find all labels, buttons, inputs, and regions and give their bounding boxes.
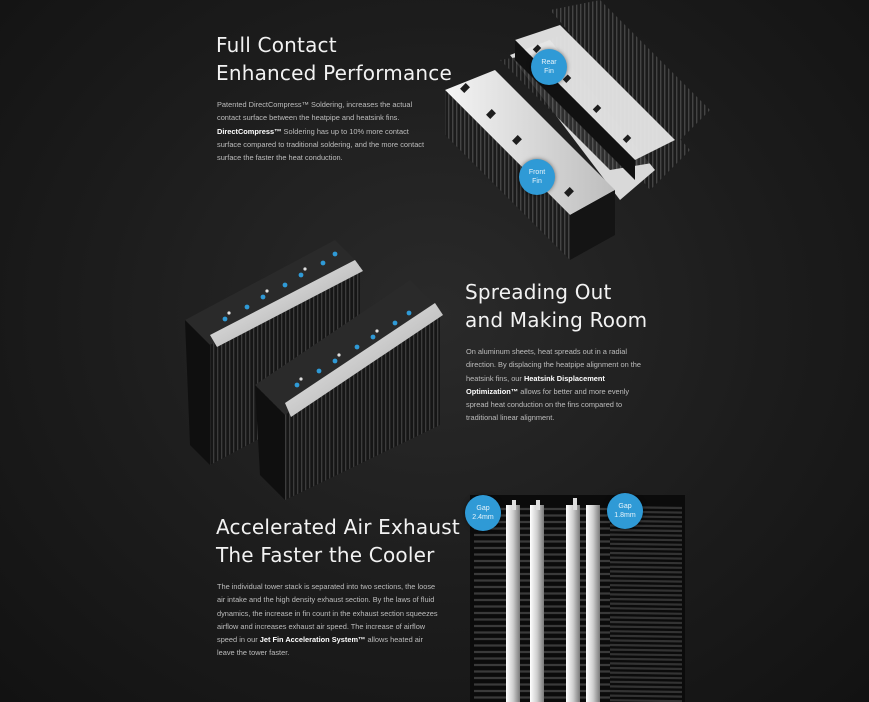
- fin-line: [610, 571, 682, 572]
- fin-line: [610, 640, 682, 641]
- body-text: allows heated air leave the tower faster.: [217, 635, 423, 658]
- badge-text: Rear: [541, 59, 557, 66]
- section-body-accelerated-air: [217, 580, 439, 660]
- badge-text: Gap: [618, 503, 632, 510]
- fin-line: [610, 539, 682, 540]
- section-title-spreading-out: [465, 278, 647, 334]
- fin-line: [610, 594, 682, 595]
- fin-line: [610, 654, 682, 655]
- title-line: Accelerated Air Exhaust: [216, 515, 460, 539]
- fin-line: [610, 622, 682, 623]
- fin-line: [610, 548, 682, 549]
- fin-line: [610, 668, 682, 669]
- badge-text: Fin: [544, 68, 554, 75]
- fin-line: [610, 650, 682, 651]
- fin-line: [610, 599, 682, 600]
- body-highlight: DirectCompress™: [217, 126, 282, 136]
- fin-line: [610, 562, 682, 563]
- fin-line: [610, 682, 682, 683]
- section-title-full-contact: [216, 31, 452, 87]
- fin-line: [610, 636, 682, 637]
- fin-line: [610, 700, 682, 701]
- fin-line: [610, 677, 682, 678]
- heatsink-solder-image: [440, 0, 715, 265]
- section-body-spreading-out: [466, 345, 646, 425]
- title-line: Full Contact: [216, 33, 337, 57]
- title-line: and Making Room: [465, 308, 648, 332]
- fin-line: [610, 590, 682, 591]
- fin-line: [610, 585, 682, 586]
- badge-text: 1.8mm: [614, 512, 636, 519]
- gap-2-4mm-badge: [465, 495, 501, 531]
- fin-line: [610, 613, 682, 614]
- fin-line: [610, 659, 682, 660]
- title-line: Enhanced Performance: [216, 61, 453, 85]
- fin-line: [610, 617, 682, 618]
- section-body-full-contact: [217, 98, 429, 164]
- fin-line: [610, 530, 682, 531]
- body-highlight: Jet Fin Acceleration System™: [259, 635, 366, 645]
- fin-line: [610, 631, 682, 632]
- body-text: allows for better and more evenly spread heat conduction on the fins compared to traditional linear alignment.: [466, 386, 630, 423]
- fin-line: [610, 576, 682, 577]
- badge-text: Fin: [532, 178, 542, 185]
- section-title-accelerated-air: [216, 513, 460, 569]
- fin-line: [610, 567, 682, 568]
- fin-line: [610, 553, 682, 554]
- fin-line: [610, 673, 682, 674]
- body-text: Patented DirectCompress™ Soldering, increases the actual contact surface between the heatpipe and heatsink fins.: [217, 100, 413, 123]
- fin-stack-image: [470, 495, 685, 702]
- fin-line: [610, 544, 682, 545]
- fin-line: [610, 686, 682, 687]
- heatsink-displacement-image: [185, 235, 445, 505]
- body-text: Soldering has up to 10% more contact surface compared to traditional soldering, and the more contact surface the faster the heat conduction.: [217, 126, 425, 163]
- body-text: On aluminum sheets, heat spreads out in a radial direction. By displacing the heatpipe alignment on the heatsink fins, our: [466, 347, 642, 383]
- title-line: Spreading Out: [465, 280, 612, 304]
- badge-text: 2.4mm: [472, 514, 494, 521]
- fin-line: [610, 581, 682, 582]
- fin-line: [610, 663, 682, 664]
- fin-line: [610, 691, 682, 692]
- gap-1-8mm-badge: [607, 493, 643, 529]
- fin-line: [610, 608, 682, 609]
- fin-line: [610, 627, 682, 628]
- badge-text: Front: [528, 169, 546, 176]
- title-line: The Faster the Cooler: [216, 543, 435, 567]
- body-text: The individual tower stack is separated into two sections, the loose air intake and the high density exhaust section. By the laws of fluid dynamics, the increase in fin count in the exhaust section squeezes airflow and increases exhaust air speed. The increase of airflow speed in our: [217, 582, 438, 645]
- rear-fin-badge: [531, 49, 567, 85]
- fin-line: [610, 696, 682, 697]
- body-highlight: Heatsink Displacement Optimization™: [466, 373, 605, 396]
- fin-line: [610, 645, 682, 646]
- badge-text: Gap: [476, 505, 490, 512]
- front-fin-badge: [519, 159, 555, 195]
- fin-line: [610, 535, 682, 536]
- fin-line: [610, 558, 682, 559]
- fin-line: [610, 604, 682, 605]
